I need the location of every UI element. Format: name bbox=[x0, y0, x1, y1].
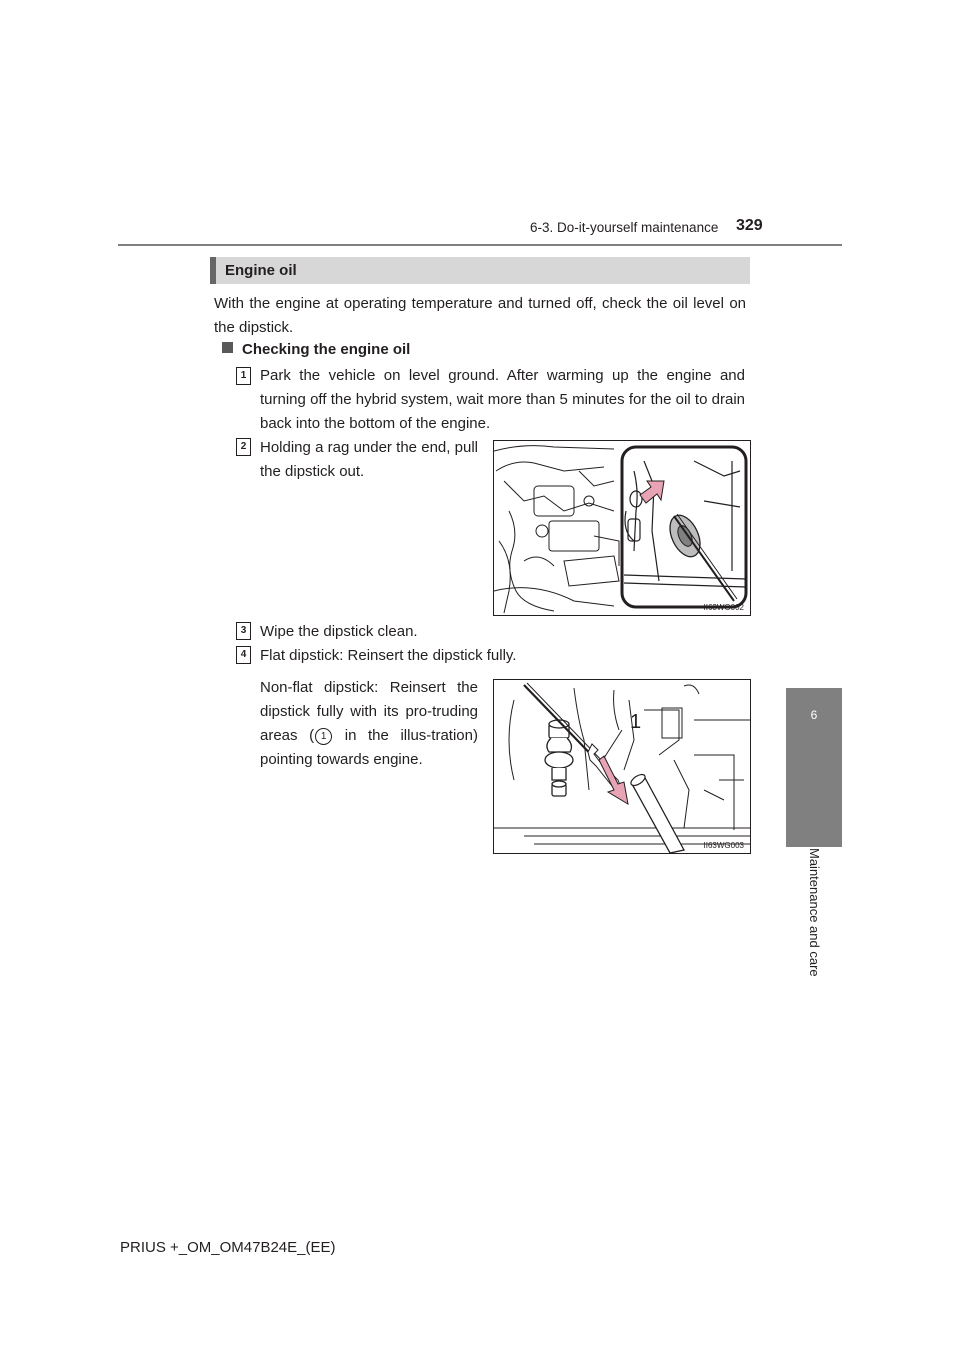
section-heading bbox=[210, 257, 750, 284]
step-number-box: 1 bbox=[236, 367, 251, 385]
heading-accent bbox=[210, 257, 216, 284]
insert-arrow-icon bbox=[599, 756, 628, 804]
step4-detail bbox=[260, 676, 478, 772]
callout-number: 1 bbox=[630, 711, 642, 733]
square-bullet-icon bbox=[222, 342, 233, 353]
illustration-pull-dipstick bbox=[493, 440, 751, 616]
step-text: Wipe the dipstick clean. bbox=[260, 623, 418, 640]
dipstick-drawing bbox=[494, 680, 750, 853]
chapter-tab bbox=[786, 688, 842, 847]
step-text: Flat dipstick: Reinsert the dipstick fully. bbox=[260, 647, 517, 664]
page-number: 329 bbox=[736, 217, 763, 234]
step-number-box: 4 bbox=[236, 646, 251, 664]
step-number-box: 3 bbox=[236, 622, 251, 640]
illustration-reinsert-dipstick bbox=[493, 679, 751, 854]
figure-code: II63WG002 bbox=[703, 603, 744, 612]
engine-bay-drawing bbox=[494, 441, 750, 615]
callout-leader-line bbox=[604, 730, 622, 758]
intro-paragraph: With the engine at operating temperature and turned off, check the oil level on the dipstick. bbox=[214, 295, 746, 336]
chapter-label-text: Maintenance and care bbox=[807, 848, 822, 977]
document-id: PRIUS +_OM_OM47B24E_(EE) bbox=[120, 1239, 336, 1256]
step-text: Holding a rag under the end, pull the dipstick out. bbox=[260, 439, 478, 480]
section-title: 6-3. Do-it-yourself maintenance bbox=[530, 220, 719, 235]
callout-ref: 1 bbox=[315, 728, 332, 745]
figure-code: II63WG003 bbox=[703, 841, 744, 850]
subheading bbox=[222, 340, 410, 360]
step4-detail-text: in the illus-tration) pointing towards engine. bbox=[260, 727, 478, 768]
step4-detail-text: Non-flat dipstick: Reinsert the dipstick fully with its pro-truding areas ( bbox=[260, 679, 478, 744]
header-rule bbox=[118, 244, 842, 246]
chapter-label bbox=[786, 848, 842, 977]
step-number-box: 2 bbox=[236, 438, 251, 456]
chapter-number: 6 bbox=[810, 708, 818, 722]
section-heading-text: Engine oil bbox=[225, 262, 297, 279]
subheading-text: Checking the engine oil bbox=[242, 341, 411, 358]
step-text: Park the vehicle on level ground. After warming up the engine and turning off the hybrid system, wait more than 5 minutes for the oil to drain back into the bottom of the engine. bbox=[260, 367, 745, 432]
